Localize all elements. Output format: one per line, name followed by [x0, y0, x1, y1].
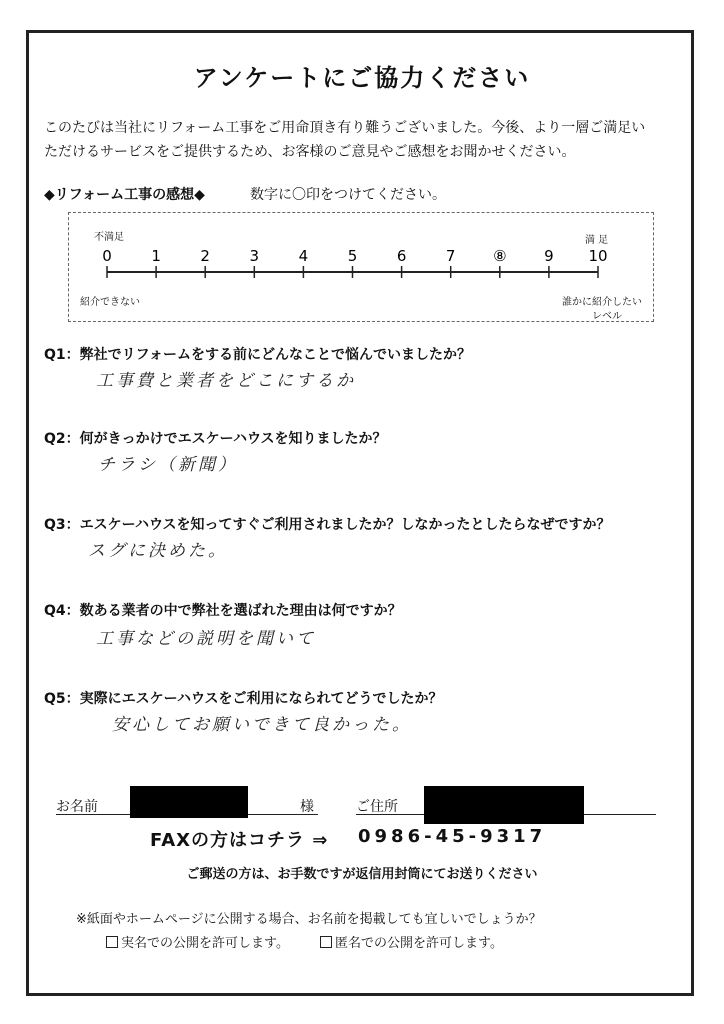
mail-note: ご郵送の方は、お手数ですが返信用封筒にてお送りください [186, 867, 538, 882]
question-3: Q3：エスケーハウスを知ってすぐご利用されましたか？しなかったとしたらなぜですか？ [44, 517, 611, 533]
question-2: Q2：何がきっかけでエスケーハウスを知りましたか？ [44, 431, 387, 447]
scale-right-bottom-label-2: レベル [592, 311, 622, 322]
scale-number-5[interactable]: 5 [347, 247, 358, 265]
answer-5: 安心してお願いできて良かった。 [112, 715, 412, 735]
address-redaction [424, 786, 584, 824]
survey-title: アンケートにご協力ください [193, 64, 531, 92]
rating-heading: ◆リフォーム工事の感想◆ [44, 187, 205, 203]
scale-ticks [102, 247, 607, 278]
question-5: Q5：実際にエスケーハウスをご利用になられてどうでしたか？ [44, 691, 443, 707]
answer-2: チラシ（新聞） [98, 455, 238, 475]
scale-number-6[interactable]: 6 [396, 247, 407, 265]
scale-selected-number[interactable]: ⑧ [493, 247, 507, 265]
fax-number: 0986-45-9317 [358, 826, 547, 847]
scale-number-0[interactable]: 0 [102, 247, 112, 265]
consent-question: ※紙面やホームページに公開する場合、お名前を掲載しても宜しいでしょうか？ [76, 912, 542, 927]
fax-label: FAXの方はコチラ ⇒ [150, 830, 329, 851]
address-label: ご住所 [356, 799, 398, 815]
scale-left-bottom-label: 紹介できない [80, 297, 140, 308]
scale-number-9[interactable]: 9 [544, 247, 554, 265]
real-name-checkbox[interactable] [106, 936, 118, 948]
anonymous-checkbox[interactable] [320, 936, 332, 948]
scale-left-top-label: 不満足 [94, 232, 124, 243]
intro-line-1: このたびは当社にリフォーム工事をご用命頂き有り難うございました。今後、より一層ご満足い [44, 120, 646, 136]
scale-number-3[interactable]: 3 [249, 247, 260, 265]
name-redaction [130, 786, 248, 818]
scale-number-7[interactable]: 7 [445, 247, 456, 265]
answer-4: 工事などの説明を聞いて [96, 629, 316, 649]
honorific: 様 [300, 799, 314, 815]
scale-number-10[interactable]: 10 [588, 247, 608, 265]
option-anonymous[interactable] [320, 932, 503, 951]
scale-number-1[interactable]: 1 [151, 247, 161, 265]
answer-1: 工事費と業者をどこにするか [96, 371, 356, 391]
question-4: Q4：数ある業者の中で弊社を選ばれた理由は何ですか？ [44, 603, 402, 619]
scale-right-bottom-label-1: 誰かに紹介したい [562, 297, 642, 308]
option-real-name[interactable] [106, 932, 289, 951]
scale-right-top-label: 満 足 [585, 235, 609, 246]
answer-3: スグに決めた。 [88, 541, 228, 561]
question-1: Q1：弊社でリフォームをする前にどんなことで悩んでいましたか？ [44, 347, 471, 363]
intro-line-2: ただけるサービスをご提供するため、お客様のご意見やご感想をお聞かせください。 [44, 144, 576, 160]
scale-number-2[interactable]: 2 [200, 247, 210, 265]
name-label: お名前 [56, 799, 98, 815]
real-name-label: 実名での公開を許可します。 [121, 936, 289, 951]
anonymous-label: 匿名での公開を許可します。 [335, 936, 503, 951]
rating-instruction: 数字に〇印をつけてください。 [250, 187, 446, 203]
scale-number-4[interactable]: 4 [298, 247, 309, 265]
